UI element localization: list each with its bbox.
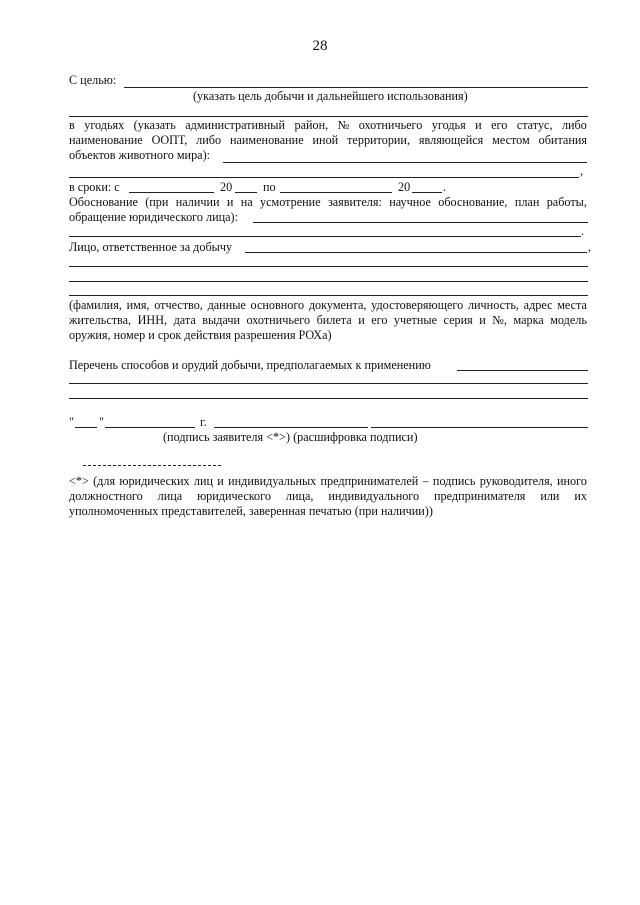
person-hint-line-2: жительства, ИНН, дата выдачи охотничьего билета и его учетные серия и №, марка модель xyxy=(69,313,587,327)
grounds-underline xyxy=(223,162,587,163)
goal-hint: (указать цель добычи и дальнейшего использования) xyxy=(193,89,468,103)
page-number: 28 xyxy=(312,38,328,54)
responsible-label: Лицо, ответственное за добычу xyxy=(69,240,233,254)
signature-day-line xyxy=(75,427,97,428)
person-hint-line-3: оружия, номер и срок действия разрешения РОХа) xyxy=(69,328,332,342)
signature-hint: (подпись заявителя <*>) (расшифровка подписи) xyxy=(163,430,418,444)
goal-label: С целью: xyxy=(69,73,117,87)
responsible-blank-line-2 xyxy=(69,281,588,282)
responsible-blank-line-3 xyxy=(69,295,588,296)
period-end: . xyxy=(443,180,447,194)
signature-quote-open: " xyxy=(69,415,74,429)
grounds-line-3: объектов животного мира): xyxy=(69,148,211,162)
goal-underline-2 xyxy=(69,116,588,117)
methods-label: Перечень способов и орудий добычи, предполагаемых к применению xyxy=(69,358,431,372)
justification-end: . xyxy=(581,224,585,238)
footnote-separator xyxy=(83,465,221,466)
period-prefix: в сроки: с xyxy=(69,180,120,194)
period-separator: по xyxy=(263,180,276,194)
signature-year-suffix: г. xyxy=(200,415,207,429)
period-year-2-line xyxy=(412,192,442,193)
period-year-2: 20 xyxy=(398,180,411,194)
justification-underline xyxy=(253,222,588,223)
grounds-underline-2 xyxy=(69,177,579,178)
period-year-1: 20 xyxy=(220,180,233,194)
grounds-line-2: наименование ООПТ, либо наименование иной территории, являющейся местом обитания xyxy=(69,133,587,147)
signature-name-line xyxy=(371,427,588,428)
responsible-underline xyxy=(245,252,587,253)
goal-underline xyxy=(124,87,588,88)
justification-line-2: обращение юридического лица): xyxy=(69,210,238,224)
grounds-comma: , xyxy=(580,164,584,178)
methods-underline xyxy=(457,370,588,371)
footnote-line-2: должностного лица юридического лица, индивидуального предпринимателя или их xyxy=(69,489,587,503)
responsible-comma: , xyxy=(588,240,592,254)
signature-month-line xyxy=(105,427,195,428)
responsible-blank-line-1 xyxy=(69,266,588,267)
methods-blank-line-2 xyxy=(69,398,588,399)
footnote-line-1: <*> (для юридических лиц и индивидуальных предпринимателей – подпись руководителя, иного xyxy=(69,474,587,488)
methods-blank-line-1 xyxy=(69,383,588,384)
person-hint-line-1: (фамилия, имя, отчество, данные основного документа, удостоверяющего личность, адрес места xyxy=(69,298,587,312)
period-to-date-line xyxy=(280,192,392,193)
signature-quote-close: " xyxy=(99,415,104,429)
period-from-date-line xyxy=(129,192,214,193)
period-year-1-line xyxy=(235,192,257,193)
justification-line-1: Обоснование (при наличии и на усмотрение заявителя: научное обоснование, план работы, xyxy=(69,195,587,209)
grounds-line-1: в угодьях (указать административный район, № охотничьего угодья и его статус, либо xyxy=(69,118,587,132)
justification-underline-2 xyxy=(69,236,581,237)
signature-sign-line xyxy=(214,427,368,428)
footnote-line-3: уполномоченных представителей, заверенная печатью (при наличии)) xyxy=(69,504,433,518)
